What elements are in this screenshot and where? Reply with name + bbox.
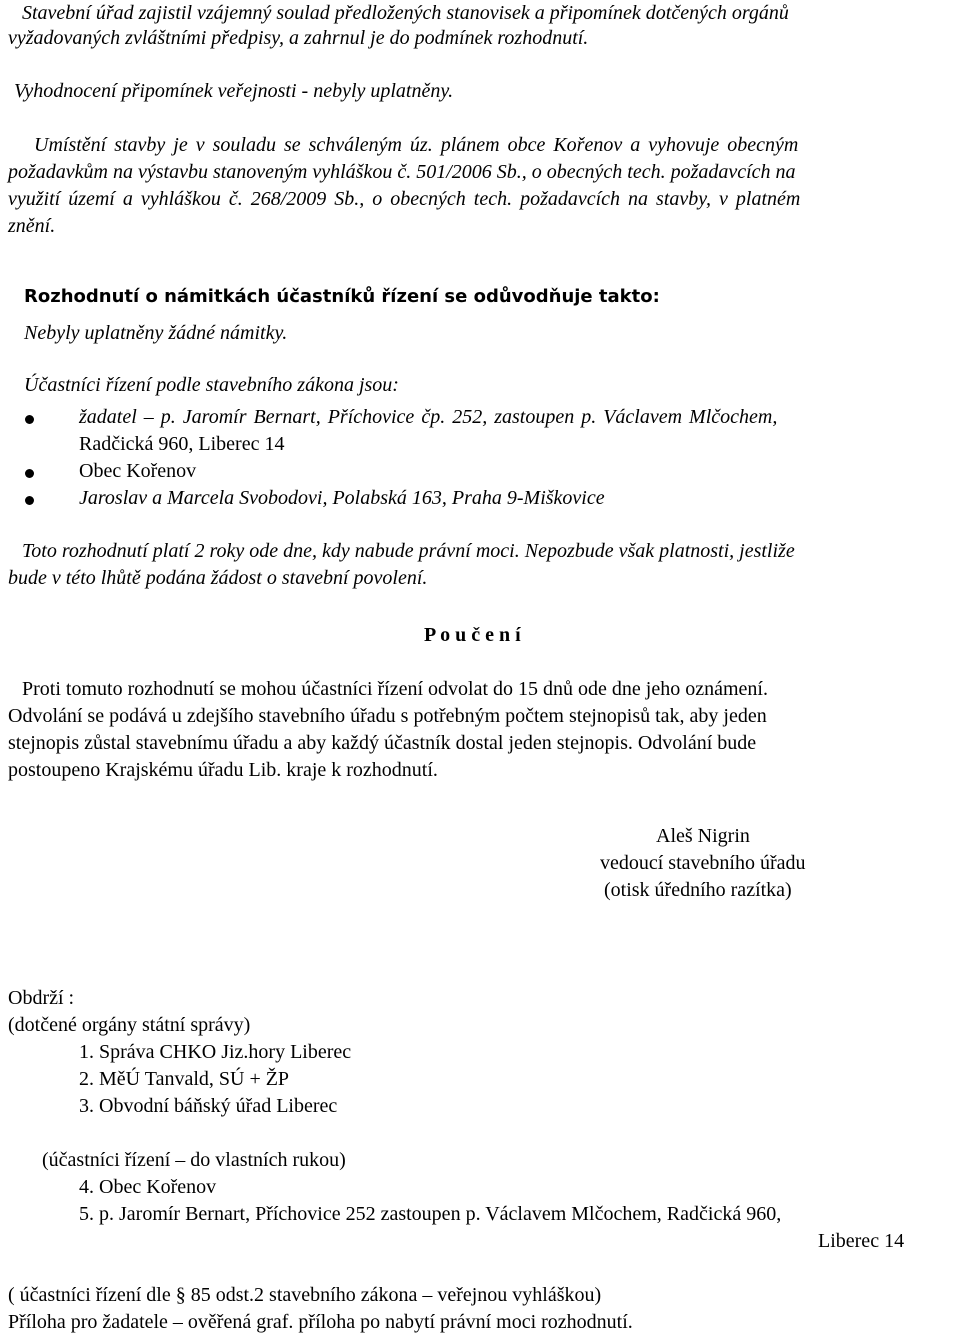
recipient-3: 3. Obvodní báňský úřad Liberec (79, 1095, 338, 1117)
recipients-heading: Obdrží : (8, 987, 75, 1009)
signature-stamp-note: (otisk úředního razítka) (604, 879, 792, 901)
recipient-1: 1. Správa CHKO Jiz.hory Liberec (79, 1041, 352, 1063)
location-line-4: znění. (8, 215, 56, 237)
participant-1-line-1: žadatel – p. Jaromír Bernart, Příchovice čp. 252, zastoupen p. Václavem Mlčochem, (79, 406, 778, 428)
recipient-2: 2. MěÚ Tanvald, SÚ + ŽP (79, 1068, 290, 1090)
participant-3: Jaroslav a Marcela Svobodovi, Polabská 163, Praha 9-Miškovice (79, 487, 605, 509)
agreement-line-2: vyžadovaných zvláštními předpisy, a zahrnul je do podmínek rozhodnutí. (8, 27, 589, 49)
bullet-icon (25, 415, 34, 424)
recipient-5-line-2: Liberec 14 (818, 1230, 905, 1252)
bullet-icon (25, 496, 34, 505)
location-line-3: využití území a vyhláškou č. 268/2009 Sb., o obecných tech. požadavcích na stavby, v platném (8, 188, 801, 210)
instruction-line-1: Proti tomuto rozhodnutí se mohou účastníci řízení odvolat do 15 dnů ode dne jeho oznámení. (22, 678, 768, 700)
instruction-line-4: postoupeno Krajskému úřadu Lib. kraje k rozhodnutí. (8, 759, 438, 781)
footer-line-2: Příloha pro žadatele – ověřená graf. příloha po nabytí právní moci rozhodnutí. (8, 1311, 633, 1333)
participants-heading: Účastníci řízení podle stavebního zákona jsou: (24, 374, 399, 396)
footer-line-1: ( účastníci řízení dle § 85 odst.2 stavebního zákona – veřejnou vyhláškou) (8, 1284, 602, 1306)
instruction-line-3: stejnopis zůstal stavebnímu úřadu a aby každý účastník dostal jeden stejnopis. Odvolání bude (8, 732, 757, 754)
location-line-2: požadavkům na výstavbu stanoveným vyhláškou č. 501/2006 Sb., o obecných tech. požadavcích na (8, 161, 796, 183)
participant-1-line-2: Radčická 960, Liberec 14 (79, 433, 285, 455)
validity-line-2: bude v této lhůtě podána žádost o stavební povolení. (8, 567, 428, 589)
recipient-4: 4. Obec Kořenov (79, 1176, 217, 1198)
recipient-5-line-1: 5. p. Jaromír Bernart, Příchovice 252 zastoupen p. Václavem Mlčochem, Radčická 960, (79, 1203, 782, 1225)
signature-title: vedoucí stavebního úřadu (600, 852, 806, 874)
signature-name: Aleš Nigrin (656, 825, 750, 847)
instruction-heading: P o u č e n í (424, 624, 521, 646)
agreement-line-1: Stavební úřad zajistil vzájemný soulad předložených stanovisek a připomínek dotčených orgánů (22, 2, 789, 24)
public-comments: Vyhodnocení připomínek veřejnosti - nebyly uplatněny. (14, 80, 454, 102)
recipients-group-2-label: (účastníci řízení – do vlastních rukou) (42, 1149, 346, 1171)
bullet-icon (25, 469, 34, 478)
objections-heading: Rozhodnutí o námitkách účastníků řízení se odůvodňuje takto: (24, 286, 660, 307)
instruction-line-2: Odvolání se podává u zdejšího stavebního úřadu s potřebným počtem stejnopisů tak, aby jeden (8, 705, 767, 727)
recipients-group-1-label: (dotčené orgány státní správy) (8, 1014, 251, 1036)
validity-line-1: Toto rozhodnutí platí 2 roky ode dne, kdy nabude právní moci. Nepozbude však platnosti, jestliže (22, 540, 795, 562)
location-line-1: Umístění stavby je v souladu se schváleným úz. plánem obce Kořenov a vyhovuje obecným (34, 134, 799, 156)
participant-2: Obec Kořenov (79, 460, 197, 482)
objections-text: Nebyly uplatněny žádné námitky. (24, 322, 288, 344)
